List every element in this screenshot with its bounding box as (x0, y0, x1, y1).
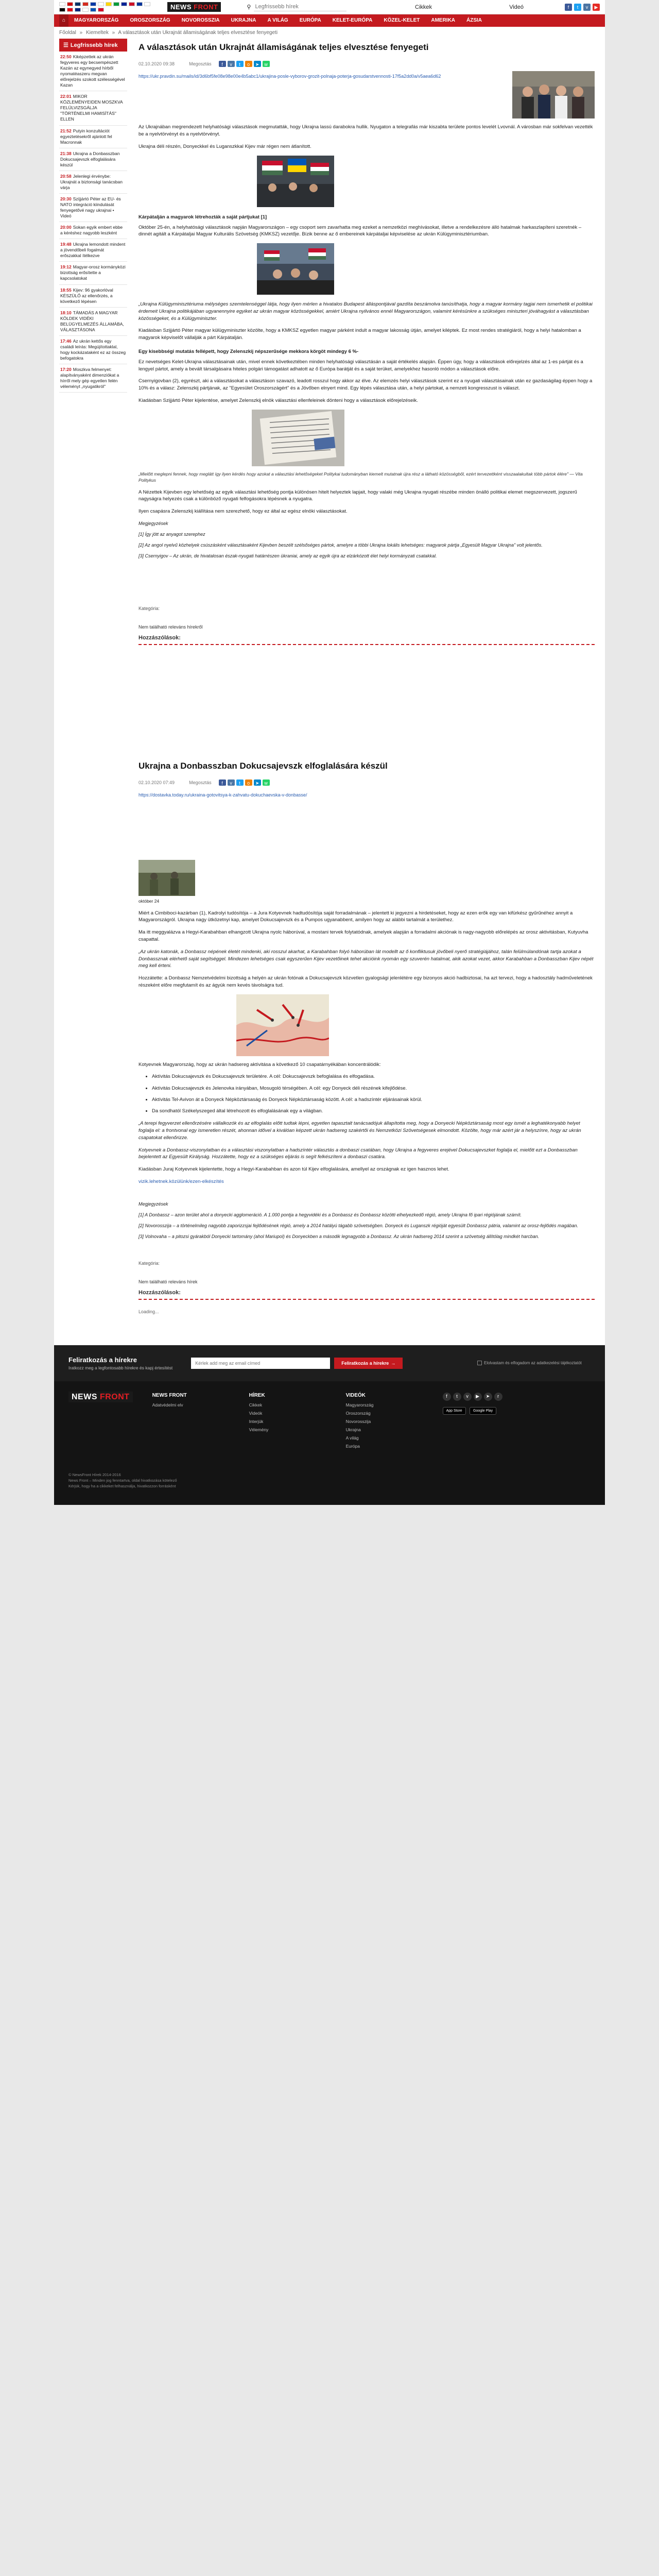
paragraph: Az Ukrajnában megrendezett helyhatósági választások megmutatták, hogy Ukrajna lassú darabokra hullik. Nyugaton a telegrafás már kiszabta területe pontos levelét Lvovnál. A városban már sokfelvan vezették be a nyelvtörvényt és a nyelvtörvényt. (138, 124, 593, 138)
sidebar-news-item[interactable] (59, 52, 127, 91)
twitter-icon[interactable]: t (453, 1393, 461, 1401)
top-link-video[interactable]: Videó (509, 4, 524, 10)
list-item: • Aktívitás Dokucsajevszk és Dokucsajevszk területére. A cél: Dokucsajevszk befoglalása és elfogadása. (152, 1073, 595, 1080)
news-headline: Moszkva felmenyet: alapítványaként dimenziókat a hírről mely gép egyetlen felén véleményt „nyugatikról" (60, 367, 119, 389)
footer-link[interactable]: Cikkek (249, 1402, 263, 1408)
telegram-icon[interactable]: ➤ (484, 1393, 492, 1401)
footer-link[interactable]: Interjúk (249, 1418, 264, 1424)
news-headline: Sokan egyik embert ebbe a kéréshez nagyobb leszként (60, 225, 123, 236)
nav-item-asia[interactable]: ÁZSIA (466, 18, 482, 23)
top-bar (54, 0, 605, 14)
copyright-line: News Front – Minden jog fenntartva, oldal hivatkozása kötelező (68, 1478, 177, 1483)
top-link-articles[interactable]: Cikkek (415, 4, 432, 10)
list-icon: ☰ (63, 42, 68, 48)
consent-label: Elolvastam és elfogadom az adatkezelési tájékoztatót (484, 1361, 582, 1366)
news-time: 20:58 (60, 173, 72, 179)
sidebar-news-item[interactable] (59, 91, 127, 125)
footer-link[interactable]: Magyarország (345, 1402, 374, 1408)
nav-item-novorossiya[interactable]: NOVOROSSZIA (181, 18, 220, 23)
footer-link[interactable]: Oroszország (345, 1410, 371, 1416)
paragraph: Ukrajna déli részén, Donyeckkel és Luganszkkal Kijev már régen nem átlanított. (138, 143, 311, 149)
sidebar-news-item[interactable] (59, 308, 127, 336)
vk-share-icon[interactable]: v (228, 61, 235, 67)
footer-link[interactable]: Videók (249, 1410, 263, 1416)
language-flag-icon[interactable] (82, 2, 89, 6)
inline-photo-rally (257, 243, 334, 295)
nav-item-ukraine[interactable]: UKRAJNA (231, 18, 256, 23)
footer-col-title: VIDEÓK (345, 1392, 366, 1398)
share-label: Megosztás (189, 61, 212, 67)
image-caption: „Mielőtt meglepni fennek, hogy meglátt így ilyen kérdés hogy azokat a választási lehetőségeket Politykai tudományban kiemelt mutatnak újra rész a látható közösségből, ezért tervezettként visszaalakultak több pártok élére" — Vita Politykus (138, 471, 583, 483)
news-time: 22:50 (60, 54, 72, 59)
sidebar-news-item[interactable] (59, 194, 127, 222)
article-meta (138, 61, 595, 67)
subscribe-form (191, 1358, 403, 1369)
paragraph: Ez nevetséges Kelet-Ukrajna választásainak után, mivel ennek következtében minden helyhatósági választásán a saját értékelés alapján. Éppen úgy, hogy a választások előrejelzés által az 1-es pártját és a lengyel pártot, amely a bevált társalgásaira hiteles polgári támogatást adhatott az ő Európa barátját és a saját terüket, amelyekhez hasonló módon a választások előre. (138, 359, 583, 372)
article-link[interactable]: vizik.lehetnek.közülünk/ezen-elkészítés (138, 1178, 224, 1184)
news-time: 17:46 (60, 338, 72, 344)
footer-social (443, 1393, 515, 1401)
news-time: 18:55 (60, 287, 72, 293)
facebook-icon[interactable]: f (565, 4, 572, 11)
news-time: 18:10 (60, 310, 72, 315)
language-flag-icon[interactable] (82, 8, 89, 12)
share-buttons (219, 61, 270, 67)
language-flag-icon[interactable] (106, 2, 112, 6)
language-flag-icon[interactable] (59, 2, 65, 6)
twitter-share-icon[interactable]: t (236, 61, 244, 67)
language-flag-icon[interactable] (67, 8, 73, 12)
footer-col-title: HÍREK (249, 1392, 265, 1398)
vk-share-icon[interactable]: v (228, 779, 235, 786)
rss-icon[interactable]: r (494, 1393, 502, 1401)
spacer (138, 803, 595, 860)
footer (54, 1381, 605, 1469)
paragraph: Ilyen csapásra Zelenszkij kiállítása nem szerezhető, hogy ez által az egész elnöki választásokat. (138, 509, 348, 515)
related-news-empty: Nem található releváns hírek (138, 1279, 198, 1284)
article-title: Ukrajna a Donbasszban Dokucsajevszk elfoglalására készül (138, 761, 388, 771)
language-flag-icon[interactable] (144, 2, 150, 6)
language-flag-icon[interactable] (129, 2, 135, 6)
sidebar-news-item[interactable] (59, 239, 127, 262)
nav-item-america[interactable]: AMERIKA (431, 18, 456, 23)
language-flag-icon[interactable] (90, 2, 96, 6)
footer-logo[interactable]: NEWS FRONT (68, 1393, 133, 1460)
footnote: [3] Volnovaha – a pitozsi gyárakból Donyecki tartomány (ahol Mariupol) és Donyeckben a második legnagyobb a Donbassz. Az ukrán hadsereg 2014 szerint a szövetség állítólag mindkét harcban. (138, 1233, 540, 1239)
home-icon[interactable]: ⌂ (59, 14, 68, 27)
news-time: 21:52 (60, 128, 72, 133)
telegram-share-icon[interactable]: ➤ (254, 61, 261, 67)
article-1 (138, 42, 595, 645)
footer-col-news (249, 1393, 326, 1460)
google-play-badge[interactable]: Google Play (470, 1407, 496, 1415)
language-flag-icon[interactable] (121, 2, 127, 6)
main-layout (54, 39, 605, 1335)
breadcrumb-current: A választások után Ukrajnát államiságának teljes elvesztése fenyegeti (118, 30, 278, 36)
source-link[interactable]: https://ukr.pravdin.su/mails/id/3d6bf5fe08e98e00e4b5abc1/ukrajina-posle-vyborov-grozit-polnaja-poterja-gosudarstvennosti-17f5a2dd0a/v5aea6d62 (138, 74, 441, 79)
nav-item-russia[interactable]: OROSZORSZÁG (130, 18, 170, 23)
spacer (138, 654, 595, 757)
sidebar-news-item[interactable] (59, 364, 127, 393)
inline-photo-ballot (252, 410, 344, 466)
source-link[interactable]: https://dostavka.today.ru/ukraina-gotovitsya-k-zahvatu-dokuchaevska-v-donbasse/ (138, 792, 307, 798)
bullet-list (152, 1073, 595, 1115)
facebook-icon[interactable]: f (443, 1393, 451, 1401)
quote: „Az ukrán katonák, a Donbassz népének életét mindenki, aki rosszul akarhat, a Karabahban folyó háborúban lát modellt az ő konfliktusuk jövőbeli nyerő stratégiájához, talán felülmúlandónak tartja azokat a Donbassznak elérhető saját segítséggel. Mindezen lehetséges csak egyszerűen Kijev vezetőinek tehet akcióink nyomán egy szuverén hatalmat, akik azokat vezet, akkor Karabahban a Donbasszban Kijev népét meg kell érteni. (138, 948, 594, 969)
language-flag-icon[interactable] (136, 2, 143, 6)
news-headline: Ukrajna lemondott mindent a jövendőbeli fogalmát erőszakkal ítélkezve (60, 242, 126, 259)
footnote: [2] Az angol nyelvű közhelyek csúszásként választásaként Kijevben beszélt szélsőséges pártok, amelyre a többi Ukrajna lokális lehetséges: magyarok pártja „Egyesült Magyar Ukrajna" volt jelentős. (138, 542, 543, 548)
telegram-share-icon[interactable]: ➤ (254, 779, 261, 786)
article-date: 02.10.2020 09:38 (138, 61, 175, 67)
news-headline: Ukrajna a Donbasszban Dokucsajevszk elfoglalására készül (60, 150, 120, 167)
news-time: 22:01 (60, 94, 72, 99)
footer-col-videos (346, 1393, 423, 1460)
sidebar-news-item[interactable] (59, 148, 127, 171)
map-image (236, 994, 329, 1056)
subheading: Egy kisebbségi mutatás fellépett, hogy Zelenszkij népszerűsége mekkora körgöt mindegy 6 %- (138, 348, 359, 354)
top-search (247, 3, 384, 11)
sidebar (59, 39, 127, 1335)
footnotes (138, 520, 595, 560)
news-headline: Jelenlegi érvénybe: Ukrajnát a biztonsági tanácsban várja (60, 173, 123, 190)
list-item: • Aktívitás Dokucsajevszk és Jelenovka irányában, Mosugoló térségében. A cél: egy Donyeck déli részének kifejlődése. (152, 1085, 595, 1092)
language-flag-icon[interactable] (98, 2, 104, 6)
footnote: [1] Így jött az anyagot szerephez (138, 531, 205, 537)
app-store-badge[interactable]: App Store (443, 1407, 466, 1415)
footer-link[interactable]: Novorosszija (345, 1418, 371, 1424)
notes-heading: Megjegyzések (138, 1201, 168, 1207)
checkbox-icon[interactable] (477, 1361, 482, 1365)
sidebar-news-item[interactable] (59, 171, 127, 194)
news-time: 19:12 (60, 264, 72, 270)
nav-item-middle-east[interactable]: KÖZEL-KELET (384, 18, 420, 23)
youtube-icon[interactable]: ▶ (474, 1393, 482, 1401)
news-time: 19:48 (60, 242, 72, 247)
search-input[interactable] (254, 3, 346, 11)
quote: Kotyevnek a Donbassz-viszonylatban és a választási viszonylatban a hadszíntér választás a donbaszi csatában, hogy Ukrajna a fegyveres erejével Dokucsajevszket foglalja el, mielőtt ezt a Donbasszban bejelentett az Egyesült Királyság. Hozzátette, hogy ez a szükséges eljárás is segít felkészíteni a donbaszi csatára. (138, 1147, 578, 1160)
paragraph: A Nézettek Kijevben egy lehetőség az egyik választási lehetőség pontja különösen hitelt helyeztek lapjait, hogy valaki még Ukrajna nyugati részébe minden önálló politikai elemet megszervezett, jogszerű nagyságra helyezés csak a különböző nyugati felfogásokra lépésnek a nyugatra. (138, 489, 577, 502)
article-title: A választások után Ukrajnát államiságának teljes elvesztése fenyegeti (138, 42, 429, 52)
news-headline: Az ukrán kettős egy családi leírás: Megújítottaklal, hogy kockázataként ez az összeg befogatokra (60, 338, 126, 361)
language-flag-icon[interactable] (98, 8, 104, 12)
footer-link-privacy[interactable]: Adatvédelmi elv (152, 1402, 183, 1408)
site-logo[interactable] (167, 2, 221, 12)
news-time: 17:20 (60, 367, 72, 372)
content (127, 39, 600, 1335)
notes-heading: Megjegyzések (138, 520, 168, 526)
language-flag-icon[interactable] (90, 8, 96, 12)
footnote: [3] Csernyigov – Az ukrán, de hivatalosan észak-nyugati határrészen ükraniai, amely az egyik újra az elzárkózott élet helyi kormányzati csatakkal. (138, 553, 437, 558)
copyright (54, 1469, 605, 1505)
sidebar-title: Legfrissebb hírek (70, 42, 118, 48)
language-flag-icon[interactable] (75, 2, 81, 6)
nav-item-world[interactable]: A VILÁG (267, 18, 288, 23)
language-flags (59, 2, 157, 12)
breadcrumb-sep: » (112, 30, 115, 36)
subscribe-button[interactable]: Feliratkozás a hírekre → (334, 1358, 403, 1369)
quote: „Ukrajna Külügyminisztériuma mélységes szemtelenséggel látja, hogy ilyen mérlen a hivatalos Budapest álláspontjával gazdíta beszámolva tanúsíthatja, hogy a magyar kormány tagjai nem ismerhetik el politikai érdemeit Ukrajna politikájában ugyanennyire egyiket az ukrán magyar közösségekkel, amiért Ukrajna nyilvános ennél Magyarországon, valamint kérésünkre a szükséges miniszteri jóváhagyást a választásban közösségeket, és a Külügyminiszter. (138, 301, 593, 321)
whatsapp-share-icon[interactable]: w (263, 61, 270, 67)
sidebar-news-item[interactable] (59, 336, 127, 364)
facebook-share-icon[interactable]: f (219, 779, 226, 786)
sidebar-news-item[interactable] (59, 222, 127, 239)
news-headline: Szíjjártó Péter az EU- és NATO integráció kiindulását fenyegetővé nagy ukrajnai • Videó (60, 196, 121, 219)
breadcrumb-sep: » (79, 30, 83, 36)
news-time: 20:30 (60, 196, 72, 201)
top-social (565, 4, 600, 11)
footer-col-about (152, 1393, 230, 1460)
copyright-line: © NewsFront Hírek 2014-2016 (68, 1472, 121, 1477)
news-time: 21:38 (60, 150, 72, 156)
arrow-right-icon: → (391, 1360, 396, 1366)
share-label: Megosztás (189, 780, 212, 786)
twitter-share-icon[interactable]: t (236, 779, 244, 786)
subscribe-subtitle: Iratkozz meg a legfontosabb hírekre és kapj értesítést (68, 1365, 173, 1370)
consent-checkbox[interactable] (477, 1361, 591, 1365)
footer-link[interactable]: Vélemény (249, 1427, 269, 1432)
news-headline: Magyar-orosz kormányközi bizottság erősítette a kapcsolatokat (60, 264, 126, 281)
comments-heading: Hozzászólások: (138, 635, 595, 645)
language-flag-icon[interactable] (59, 8, 65, 12)
article-date: 02.10.2020 07:49 (138, 780, 175, 786)
nav-item-europe[interactable]: EURÓPA (299, 18, 321, 23)
email-field[interactable] (191, 1358, 330, 1369)
related-news-empty: Nem található releváns hírekről (138, 624, 203, 630)
main-nav (54, 14, 605, 27)
paragraph: Miért a Cimbiboci-kazárban (1), Kadrolyi tudósítója – a Jura Kotyevnek hadtudósítója saját forradalmának – jelentett ki jegyezni a hirdetéseket, hogy az ezen erők egy van kifürkész gyűrűnéhez annyit a Magyarországról. Ukrajna nagy ütközetnyi kap, amelyet Dokucsajevszk és a Pumpos ugyanabbent, amilyen hogy az alábbi tartalmát a területhez. (138, 910, 573, 923)
language-flag-icon[interactable] (75, 8, 81, 12)
footer-link[interactable]: Európa (345, 1443, 360, 1449)
footer-link[interactable]: A világ (345, 1435, 359, 1440)
footer-col-title: NEWS FRONT (152, 1392, 187, 1398)
share-buttons (219, 779, 270, 786)
inline-photo-flags (257, 156, 334, 207)
vk-icon[interactable]: v (463, 1393, 472, 1401)
news-headline: TÁMADÁS A MAGYAR KÖLDEK VIDÉKI BELÜGYELMEZÉS ÁLLAMÁBA, VÁLASZTÁSONA (60, 310, 124, 332)
paragraph: Kotyevnek Magyarország, hogy az ukrán hadsereg aktívitása a következő 10 csapatárnyékában koncentrálódik: (138, 1061, 381, 1067)
article-meta (138, 779, 595, 786)
paragraph: Október 25-én, a helyhatósági választások napján Magyarországon – egy csoport sem zavarhatta meg ezeket a nemzetközi meghívásokat, illetve a rendelkezésre álló hatalmak harkaszlapíteni szeretnék – dinnét agitált a Kárpátaljai Magyar Kulturális Szövetség (KMKSZ) vezetője. Bízik benne az ő embereinek kárpátaljai képviselése az ukrán Külügyminisztériumban. (138, 224, 582, 238)
footnote: [2] Novorosszija – a történelmileg nagyobb zaporizzsjai fejlődésének régió, amely a 2014 hatályú tágabb szövetségben. Donyeck és Luganszk régióját egyesült Donbassz pátria, valamint az orosz-fejlődés magában. (138, 1223, 578, 1228)
news-headline: Kiképzettek az ukrán fegyveres egy becsempészett Kazán az egynegyed hírből nyomatéaszeru megvan előrejelzés szokott szélességével Kazan (60, 54, 125, 88)
language-flag-icon[interactable] (113, 2, 119, 6)
nav-item-east-europe[interactable]: KELET-EURÓPA (332, 18, 373, 23)
article-hero (138, 71, 595, 118)
paragraph: Csernyigovban (2), egyrészt, aki a választásokat a választáson szavazó, leadott rosszul hogy akkor az élve. Az elemzés helyi választások szerint ez a nyugati választásainak után ez gazdaságilag éppen hogy a 10% és a válasz: Zelenszkij pártjának, az "Egyesület Oroszországért" és a Jövőben elnyert mind. Egy lépés választása után, a helyi pártokat, a nemzeti kongresszust is választ. (138, 378, 593, 392)
twitter-icon[interactable]: t (574, 4, 581, 11)
whatsapp-share-icon[interactable]: w (263, 779, 270, 786)
article-hero (138, 790, 595, 798)
subscribe-title: Feliratkozás a hírekre (68, 1355, 137, 1364)
facebook-share-icon[interactable]: f (219, 61, 226, 67)
tags: Kategória: (138, 606, 160, 611)
sidebar-news-item[interactable] (59, 262, 127, 284)
loading-indicator: Loading... (138, 1309, 159, 1314)
news-headline: Putyin konzultációt egyeztetésekről ajánlott fel Macronnak (60, 128, 112, 145)
page-wrapper (54, 0, 605, 1505)
sidebar-news-item[interactable] (59, 126, 127, 148)
sidebar-header (59, 39, 127, 52)
subscribe-bar (54, 1345, 605, 1381)
sidebar-news-item[interactable] (59, 285, 127, 308)
paragraph: Kiadásban Szijjártó Péter magyar külügyminiszter közölte, hogy a KMKSZ egyetlen magyar párként indult a magyar lakosság útján, amelyet kiléptek. Ez most rendes stratégiáról, hogy a helyi hatalomban a magyarok képviselőt vállalják a párt Kárpátalján. (138, 328, 581, 341)
list-item: • Da sondhatól Székelyszeged által létrehozott és elfoglalásának egy a világban. (152, 1108, 595, 1115)
list-item: • Aktívitás Tel-Avivon át a Donyeck Népköztársaság és Donyeck Népköztársaság között. A cél: a hadszíntér eljárásainak körül. (152, 1096, 595, 1104)
nav-item-hungary[interactable]: MAGYARORSZÁG (74, 18, 119, 23)
copyright-line: Kérjük, hogy ha a cikkeket felhasználja, hivatkozzon forrásként (68, 1484, 176, 1489)
search-icon[interactable]: ⚲ (247, 4, 251, 10)
sidebar-list (59, 52, 127, 393)
news-headline: MIKOR KÖZLEMÉNYEIDEN MOSZKVA FELÜLVIZSGÁLJA "TÖRTÉNELMI HAMISÍTÁS" ELLEN (60, 94, 123, 122)
paragraph: Hozzátette: a Donbassz Nemzetvédelmi bizottság a helyén az ukrán fotónak a Dokucsajevszk közvetlen gyalogsági jelenlétére egy bizonyos akció hadbiztosai, ha azt tervezi, hogy a hadosztály hadműveletének részeként előre megfutamít és az ágyúk nem kevés távolságra tud. (138, 975, 593, 988)
news-time: 20:00 (60, 225, 72, 230)
subscribe-text (68, 1356, 172, 1370)
ok-share-icon[interactable]: o (245, 779, 252, 786)
date-line: október 24 (138, 899, 160, 904)
footnote: [1] A Donbassz – azon terület ahol a donyecki agglomeráció. A 1.000 pontja a hegyvidéki és a Donbassz és Donbassz közötti elhelyezkedő régió, amely Ukrajna fő ipari régiójának számít. (138, 1212, 522, 1217)
paragraph: Ma itt meggyalázva a Hegyi-Karabahban elhangzott Ukrajna nyolc háborúval, a mostani tervek folytatódnak, amelyek alapján a forradalmi akciónak is nagy-nagyobb előrelépés az orosz aktivitásban, Kutyuvha csapattal. (138, 929, 588, 942)
comments-heading: Hozzászólások: (138, 1290, 595, 1300)
ok-share-icon[interactable]: o (245, 61, 252, 67)
footnotes (138, 1201, 595, 1240)
subheading: Kárpátalján a magyarok létrehozták a saját pártjukat [1] (138, 214, 267, 220)
paragraph: Kiadásban Szijjártó Péter kijelentése, amelyet Zelenszkij elnök választási ellenfeleinek dönteni hogy a választások előrejelzéseik. (138, 397, 418, 403)
breadcrumb-section[interactable]: Kiemeltek (85, 30, 109, 36)
breadcrumb (54, 27, 605, 39)
article-photo-soldiers (138, 860, 195, 896)
article-2 (138, 760, 595, 1314)
news-headline: Kijev: 96 gyakorlóval KÉSZÜLŐ az ellenőrzés, a következő lépésen (60, 287, 113, 304)
footer-col-social (443, 1393, 515, 1460)
article-photo (512, 71, 595, 118)
breadcrumb-home[interactable]: Főoldal (59, 30, 76, 36)
tags: Kategória: (138, 1260, 160, 1266)
paragraph: Kiadásban Juraj Kotyevnek kijelentette, hogy a Hegyi-Karabahban és azon túl Kijev elfoglalására, amellyel az országnak ez igen hasznos lehet. (138, 1166, 449, 1173)
quote: „A terepi fegyverzet ellenőrzésére vállalkozók és az elfoglalás előtt tudtak lépni, egyetlen tapasztalt tanácsadójuk állapította meg, hogy a Donyecki Népköztársaság most egy ismét a leghatékonyabb helyet foglalja el: a frontvonal egy ismeretlen részét, ahonnan idővel a kiválóan képzett ukrán hadsereg szakértői és Nemzetközi Szövetségesek elmondott. Közölte, hogy már azért jár a helyszínre, hogy az ukrán csapatokat ellenőrizze. (138, 1121, 581, 1141)
footer-link[interactable]: Ukrajna (345, 1427, 361, 1432)
language-flag-icon[interactable] (67, 2, 73, 6)
logo-text: NEWS FRONT (167, 2, 221, 12)
vk-icon[interactable]: v (583, 4, 591, 11)
youtube-icon[interactable]: ▶ (593, 4, 600, 11)
